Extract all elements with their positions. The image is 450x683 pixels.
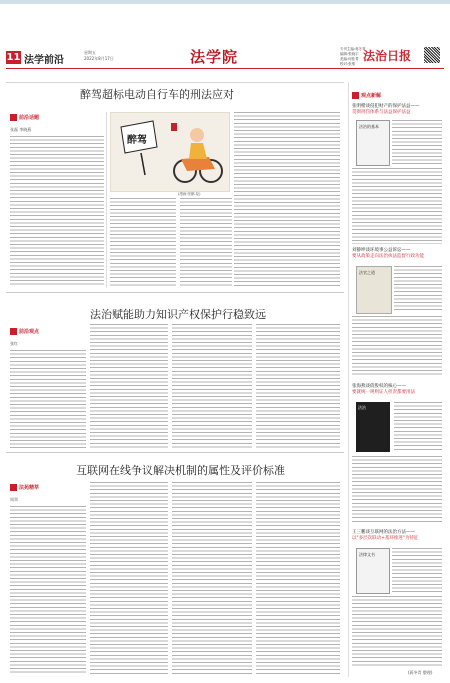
column-tag-icon xyxy=(10,114,17,121)
sidebar-item-title: 张海燕谈债股权的核心—— xyxy=(352,384,406,389)
article-body-column xyxy=(90,324,168,448)
column-tag-label: 前沿话题 xyxy=(19,115,40,121)
article-body-column xyxy=(10,506,86,674)
column-tag-icon xyxy=(352,92,359,99)
sidebar-text xyxy=(392,120,442,164)
article-title: 互联网在线争议解决机制的属性及评价标准 xyxy=(76,464,285,477)
sidebar-text xyxy=(352,596,442,666)
sidebar-item-subtitle: 要从政策走向法治执法监督行政功能 xyxy=(352,254,424,259)
sidebar-item xyxy=(352,248,442,260)
sidebar-item-title: 张明楷谈侵犯财产的保护法益—— xyxy=(352,104,420,109)
sidebar-text xyxy=(392,548,442,592)
article-body-column xyxy=(90,482,168,674)
sidebar-text xyxy=(394,266,442,312)
article-title: 醉驾超标电动自行车的刑法应对 xyxy=(80,88,234,101)
editor-credits xyxy=(340,47,366,67)
sidebar-item-title: 王三鹏谈互联网的法治方法—— xyxy=(352,530,415,535)
sidebar-item-subtitle: 贯彻刑罚体系与法益保护法益 xyxy=(352,110,411,115)
article-body-column xyxy=(172,482,252,674)
book-cover xyxy=(356,120,390,166)
sidebar-item-subtitle: 以"多层次联动+基环推进"为特征 xyxy=(352,536,419,541)
book-cover-label: 法治 xyxy=(358,405,366,410)
column-tag-icon xyxy=(10,484,17,491)
byline: 张红 xyxy=(10,341,18,346)
column-tag-icon xyxy=(10,328,17,335)
article-divider xyxy=(6,452,344,453)
top-band xyxy=(0,0,450,4)
column-tag-label: 法苑精萃 xyxy=(19,485,40,491)
column-divider xyxy=(106,112,107,288)
book-cover xyxy=(356,548,390,594)
sidebar-text xyxy=(394,402,442,452)
article-title: 法治赋能助力知识产权保护行稳致远 xyxy=(90,308,266,321)
article-divider xyxy=(6,82,344,83)
column-tag xyxy=(10,484,39,491)
sidebar-footer: (蒋冬青 整理) xyxy=(408,670,433,675)
article-body-column xyxy=(110,198,176,288)
date-line: 星期五 xyxy=(84,50,96,55)
editor-line: 美编:何桂菁 xyxy=(340,57,359,61)
byline: 张磊 李晓燕 xyxy=(10,127,32,132)
article-body-column xyxy=(256,324,340,448)
issue-date xyxy=(84,50,114,62)
sidebar-text xyxy=(352,168,442,244)
byline: 周翠 xyxy=(10,497,18,502)
section-name: 法学前沿 xyxy=(24,55,64,66)
book-cover-label: 法官之道 xyxy=(359,270,375,275)
book-cover xyxy=(356,266,392,314)
book-cover xyxy=(356,402,390,452)
book-cover-label: 法治的基本 xyxy=(359,124,379,129)
article-body-column xyxy=(10,350,86,448)
sidebar-item-title: 刘静坤谈环境事公益诉讼—— xyxy=(352,248,411,253)
article-body-column xyxy=(180,198,232,288)
sidebar-item xyxy=(352,530,442,542)
newspaper-logo: 法治日报 xyxy=(363,49,412,63)
page-number: 11 xyxy=(6,52,21,63)
sidebar-item xyxy=(352,384,442,396)
sidebar-column-tag xyxy=(352,92,381,99)
editor-line: 校对:张维 xyxy=(340,62,356,66)
column-tag xyxy=(10,114,39,121)
column-tag xyxy=(10,328,39,335)
qr-code-icon xyxy=(424,47,440,63)
sidebar-item-subtitle: 要就统一规则证人担责都要用法 xyxy=(352,390,415,395)
date-line: 2022年8月17日 xyxy=(84,56,114,61)
article-body-column xyxy=(172,324,252,448)
sidebar-item xyxy=(352,104,442,116)
article-body-column xyxy=(10,136,104,286)
editor-line: 专刊主编:蒋冬青 xyxy=(340,47,366,51)
book-cover-label: 法律文书 xyxy=(359,552,375,557)
article-divider xyxy=(6,292,344,293)
article-body-column xyxy=(256,482,340,674)
masthead: 法学院 xyxy=(190,48,239,66)
editor-line: 编辑:张晓宇 xyxy=(340,52,359,56)
column-tag-label: 前沿观点 xyxy=(19,329,40,335)
cartoon-illustration xyxy=(110,112,230,192)
column-tag-label: 观点新解 xyxy=(361,93,382,99)
header-rule xyxy=(6,68,444,69)
article-body-column xyxy=(234,112,340,288)
sidebar-text xyxy=(352,456,442,524)
illustration-caption: (漫画:张鹏 绘) xyxy=(178,192,201,196)
sign-text: 醉驾 xyxy=(127,135,147,146)
sidebar-text xyxy=(352,316,442,376)
